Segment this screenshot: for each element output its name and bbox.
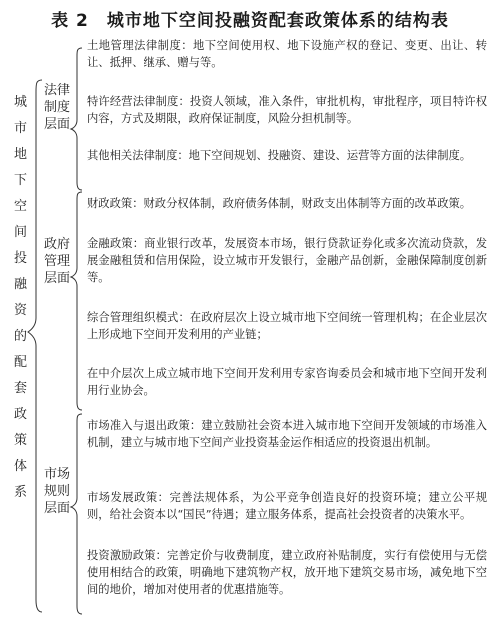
root-label-char: 资 <box>14 303 28 318</box>
root-label-char: 市 <box>14 121 28 136</box>
level-label-line: 制度 <box>44 100 71 115</box>
mkt-bracket <box>71 414 82 614</box>
gov-paragraph-fiscal: 财政政策：财政分权体制，政府债务体制，财政支出体制等方面的改革政策。 <box>87 197 472 210</box>
root-label-char: 系 <box>14 485 28 500</box>
gov-paragraph-finance: 金融政策：商业银行改革，发展资本市场，银行贷款证券化或多次流动贷款，发展金融租赁和信用保险，设立城市开发银行，金融产品创新，金融保障制度创新等。 <box>87 237 487 284</box>
table-title-text: 城市地下空间投融资配套政策体系的结构表 <box>106 11 449 31</box>
level-label-line: 层面 <box>44 117 71 132</box>
market-level-label <box>44 468 70 519</box>
law-bracket <box>71 48 82 190</box>
root-label-char: 套 <box>14 381 28 396</box>
market-paragraph-entry-exit: 市场准入与退出政策：建立鼓励社会资本进入城市地下空间开发领域的市场准入机制，建立与城市地下空间产业投资基金运作相适应的投资退出机制。 <box>87 419 487 449</box>
level-label-line: 市场 <box>44 467 71 482</box>
legal-paragraph-other: 其他相关法律制度：地下空间规划、投融资、建设、运营等方面的法律制度。 <box>87 149 472 162</box>
level-label-line: 管理 <box>44 254 71 269</box>
level-label-line: 层面 <box>44 271 71 286</box>
gov-bracket <box>71 192 82 410</box>
level-label-line: 规则 <box>44 484 71 499</box>
government-level-label <box>44 238 70 289</box>
root-label-char: 地 <box>14 147 28 162</box>
root-label-char: 配 <box>14 355 28 370</box>
root-label-char: 政 <box>14 407 28 422</box>
root-label-char: 投 <box>14 251 28 266</box>
market-paragraph-incentive: 投资激励政策：完善定价与收费制度，建立政府补贴制度，实行有偿使用与无偿使用相结合的政策，明确地下建筑物产权，放开地下建筑交易市场，减免地下空间的地价，增加对使用者的优惠措施等。 <box>87 549 487 596</box>
market-paragraph-development: 市场发展政策：完善法规体系，为公平竞争创造良好的投资环境；建立公平规则，给社会资本以“国民”待遇；建立服务体系，提高社会投资者的决策水平。 <box>87 491 487 521</box>
root-label-char: 策 <box>14 433 28 448</box>
legal-level-label <box>44 84 70 135</box>
gov-paragraph-intermediary: 在中介层次上成立城市地下空间开发利用专家咨询委员会和城市地下空间开发利用行业协会。 <box>87 367 487 397</box>
root-label-char: 城 <box>14 95 28 110</box>
root-label-char: 下 <box>14 173 28 188</box>
root-label-char: 空 <box>14 199 28 214</box>
table-number: 表 2 <box>51 11 89 31</box>
legal-paragraph-franchise: 特许经营法律制度：投资人领域，准入条件，审批机构，审批程序，项目特许权内容，方式及期限，政府保证制度，风险分担机制等。 <box>87 95 487 125</box>
root-label <box>14 96 27 512</box>
root-label-char: 融 <box>14 277 28 292</box>
gov-paragraph-organization: 综合管理组织模式：在政府层次上设立城市地下空间统一管理机构；在企业层次上形成地下空间开发利用的产业链； <box>87 311 487 341</box>
level-label-line: 层面 <box>44 501 71 516</box>
level-label-line: 政府 <box>44 237 71 252</box>
level-label-line: 法律 <box>44 83 71 98</box>
legal-paragraph-land: 土地管理法律制度：地下空间使用权、地下设施产权的登记、变更、出让、转让、抵押、继承、赠与等。 <box>87 39 487 69</box>
root-label-char: 体 <box>14 459 28 474</box>
root-label-char: 间 <box>14 225 28 240</box>
root-bracket <box>28 80 42 612</box>
root-label-char: 的 <box>14 329 28 344</box>
